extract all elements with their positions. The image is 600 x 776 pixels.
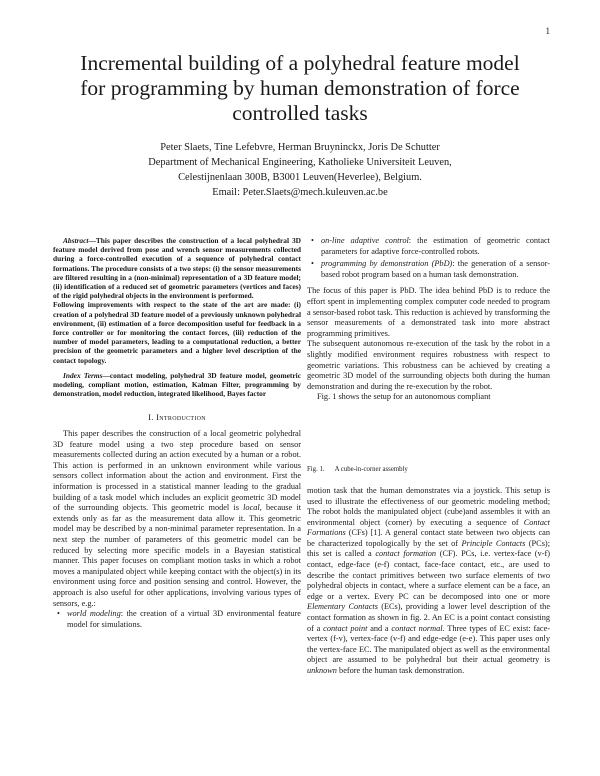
contact-term-ec: Elementary Contacts	[307, 602, 378, 612]
contact-term-unknown: unknown	[307, 666, 337, 675]
contact-term-cf: Contact Formations	[307, 517, 550, 538]
contact-text-h: before the human task demonstration.	[339, 666, 465, 675]
page-number: 1	[545, 26, 550, 36]
contact-text-f: and a	[370, 623, 389, 633]
abstract	[53, 236, 301, 365]
section-heading	[53, 412, 301, 423]
focus-paragraph: The focus of this paper is PbD. The idea behind PbD is to reduce the effort spent in implementing complex computer code needed to program a sensor-based robot task. This reduction is achieved by transforming the sensor measurements of a demonstrated task into more abstract programming primitives.	[307, 286, 550, 338]
bullet-text: : the estimation of geometric contact parameters for adaptive force-controlled robots.	[321, 236, 550, 256]
contact-text-g: . Three types of EC exist: face-vertex (f-v), vertex-face (v-f) and edge-edge (e-e). This paper uses only the vertex-face EC. The manipulated object as well as the environmental object are assumed to be polyhedral but their actual geometry is	[307, 623, 551, 665]
reexecution-paragraph: The subsequent autonomous re-execution of the task by the robot in a slightly modified environment requires robustness with respect to geometric variations. This robustness can be achieved by creating a geometric 3D model of the surrounding objects both during the human demonstration and during the re-execution by the robot.	[307, 339, 550, 391]
right-body	[307, 286, 550, 676]
bullet-term: on-line adaptive control	[321, 236, 409, 245]
title-line-2: for programming by human demonstration of force	[80, 76, 520, 100]
figure-label: Fig. 1.	[307, 465, 325, 473]
bullet-icon: •	[311, 236, 314, 245]
contact-term-pc: Principle Contacts	[461, 538, 526, 548]
abstract-paragraph-1	[53, 236, 301, 300]
bullet-text: : the generation of a sensor-based robot program based on a human task demonstration.	[321, 259, 550, 279]
contact-text-e: (ECs), providing a lower level description of the contact formation as shown in fig. 2. An EC is a point contact consisting of a	[307, 602, 550, 633]
list-item	[57, 609, 301, 630]
left-column	[53, 236, 301, 632]
author-address: Celestijnenlaan 300B, B3001 Leuven(Heverlee), Belgium.	[178, 172, 422, 183]
title-line-1: Incremental building of a polyhedral feature model	[80, 51, 520, 75]
bullet-term: world modeling	[67, 609, 121, 619]
contact-text-d: (CF). PCs, i.e. vertex-face (v-f) contact, edge-face (e-f) contact, face-face contact, etc., are used to describe the contact primitives between two surface elements of two polyhedral objects in contact, where a surface element can be a face, an edge or a vertex. Every PC can be decomposed into one or more	[307, 549, 550, 601]
figure-caption-text: A cube-in-corner assembly	[334, 465, 408, 473]
section-title: Introduction	[156, 412, 206, 423]
abstract-text-1: This paper describes the construction of a local polyhedral 3D feature model derived from pose and wrench sensor measurements collected during a force-controlled execution of a sequence of polyhedral contact formations. The procedure consists of a two steps: (i) the sensor measurements are filtered resulting in a (non-minimal) representation of a 3D feature model; (ii) identification of a reduced set of geometric parameters (vertices and faces) of the rigid polyhedral objects in the environment is performed.	[53, 236, 301, 301]
contact-term-cn: contact normal	[391, 623, 443, 633]
introduction-body	[53, 429, 301, 630]
contact-text-a: motion task that the human demonstrates via a joystick. This setup is used to illustrate the effectiveness of our geometric modeling method; The robot holds the manipulated object (cube)and assembles it with an environmental object (corner) by executing a sequence of	[307, 485, 550, 527]
author-department: Department of Mechanical Engineering, Katholieke Universiteit Leuven,	[148, 157, 452, 168]
bullet-icon: •	[311, 259, 314, 269]
bullet-text: : the creation of a virtual 3D environmental feature model for simulations.	[67, 609, 301, 629]
bullet-list-left	[53, 609, 301, 630]
figure-area	[307, 403, 550, 451]
contact-paragraph	[307, 486, 550, 677]
title-line-3: controlled tasks	[232, 101, 368, 125]
contact-term-cf2: contact formation	[375, 549, 437, 559]
author-block	[40, 140, 560, 200]
abstract-paragraph-2: Following improvements with respect to the state of the art are made: (i) creation of a polyhedral 3D feature model of a previously unknown polyhedral environment, (ii) estimation of a force decomposition useful for feedback in a force controller or for monitoring the contact forces, (iii) reduction of the number of model parameters, leading to a computational reduction, a better precision of the geometric parameters and a higher level description of the contact topology.	[53, 300, 301, 365]
contact-term-cp: contact point	[323, 623, 368, 633]
contact-text-b: (CFs) [1]. A general contact state between two objects can be characterized topologically by the set of	[307, 528, 551, 548]
author-names: Peter Slaets, Tine Lefebvre, Herman Bruyninckx, Joris De Schutter	[160, 142, 440, 153]
contact-text-c: (PCs); this set is called a	[307, 538, 551, 559]
list-item	[311, 236, 550, 257]
author-email: Email: Peter.Slaets@mech.kuleuven.ac.be	[212, 187, 388, 198]
bullet-icon: •	[57, 609, 60, 619]
index-terms-label: Index Terms	[63, 370, 103, 380]
paper-title	[40, 51, 560, 126]
index-terms: Index Terms—contact modeling, polyhedral 3D feature model, geometric modeling, compliant motion, estimation, Kalman Filter, programming by demonstration, model reduction, integrated likelihood, Bayes factor	[53, 370, 301, 399]
bullet-list-right	[307, 236, 550, 280]
fig-intro-paragraph: Fig. 1 shows the setup for an autonomous compliant	[317, 392, 491, 402]
section-number: I.	[148, 412, 154, 423]
figure-caption	[307, 465, 550, 474]
intro-text-a: This paper describes the construction of a local geometric polyhedral 3D feature model using a two step procedure based on sensor measurements collected during an action executed by a human or a robot. This action is performed in an unknown environment while various sensors collect information about the action and environment. First the information is processed in a statistical manner leading to the gradual building of a task model which includes an explicit geometric 3D model of the surrounding objects. This geometric model is	[53, 429, 301, 513]
index-terms-text: contact modeling, polyhedral 3D feature model, geometric modeling, compliant motion, estimation, Kalman Filter, programming by demonstration, model reduction, integrated likelihood, Bayes factor	[53, 370, 301, 399]
bullet-term: programming by demonstration (PbD)	[321, 259, 453, 269]
abstract-label: Abstract	[63, 236, 89, 245]
list-item	[311, 259, 550, 280]
right-column	[307, 236, 550, 677]
intro-text-local: local	[243, 503, 260, 513]
abstract-dash: —	[88, 236, 96, 245]
intro-text-b: , because it extends only as far as the measurement data allow it. This geometric model may be described by a non-minimal parameter representation. In a next step the number of parameters of this geometric model can be reduced by selecting more specific models in a Bayesian statistical manner. This paper focuses on compliant motion tasks in which a robot moves a manipulated object while keeping contact with the object(s) in its environment using force and position sensing and control. However, the approach is also useful for other applications, involving various types of sensors, e.g.:	[53, 503, 301, 608]
intro-paragraph	[53, 429, 301, 609]
